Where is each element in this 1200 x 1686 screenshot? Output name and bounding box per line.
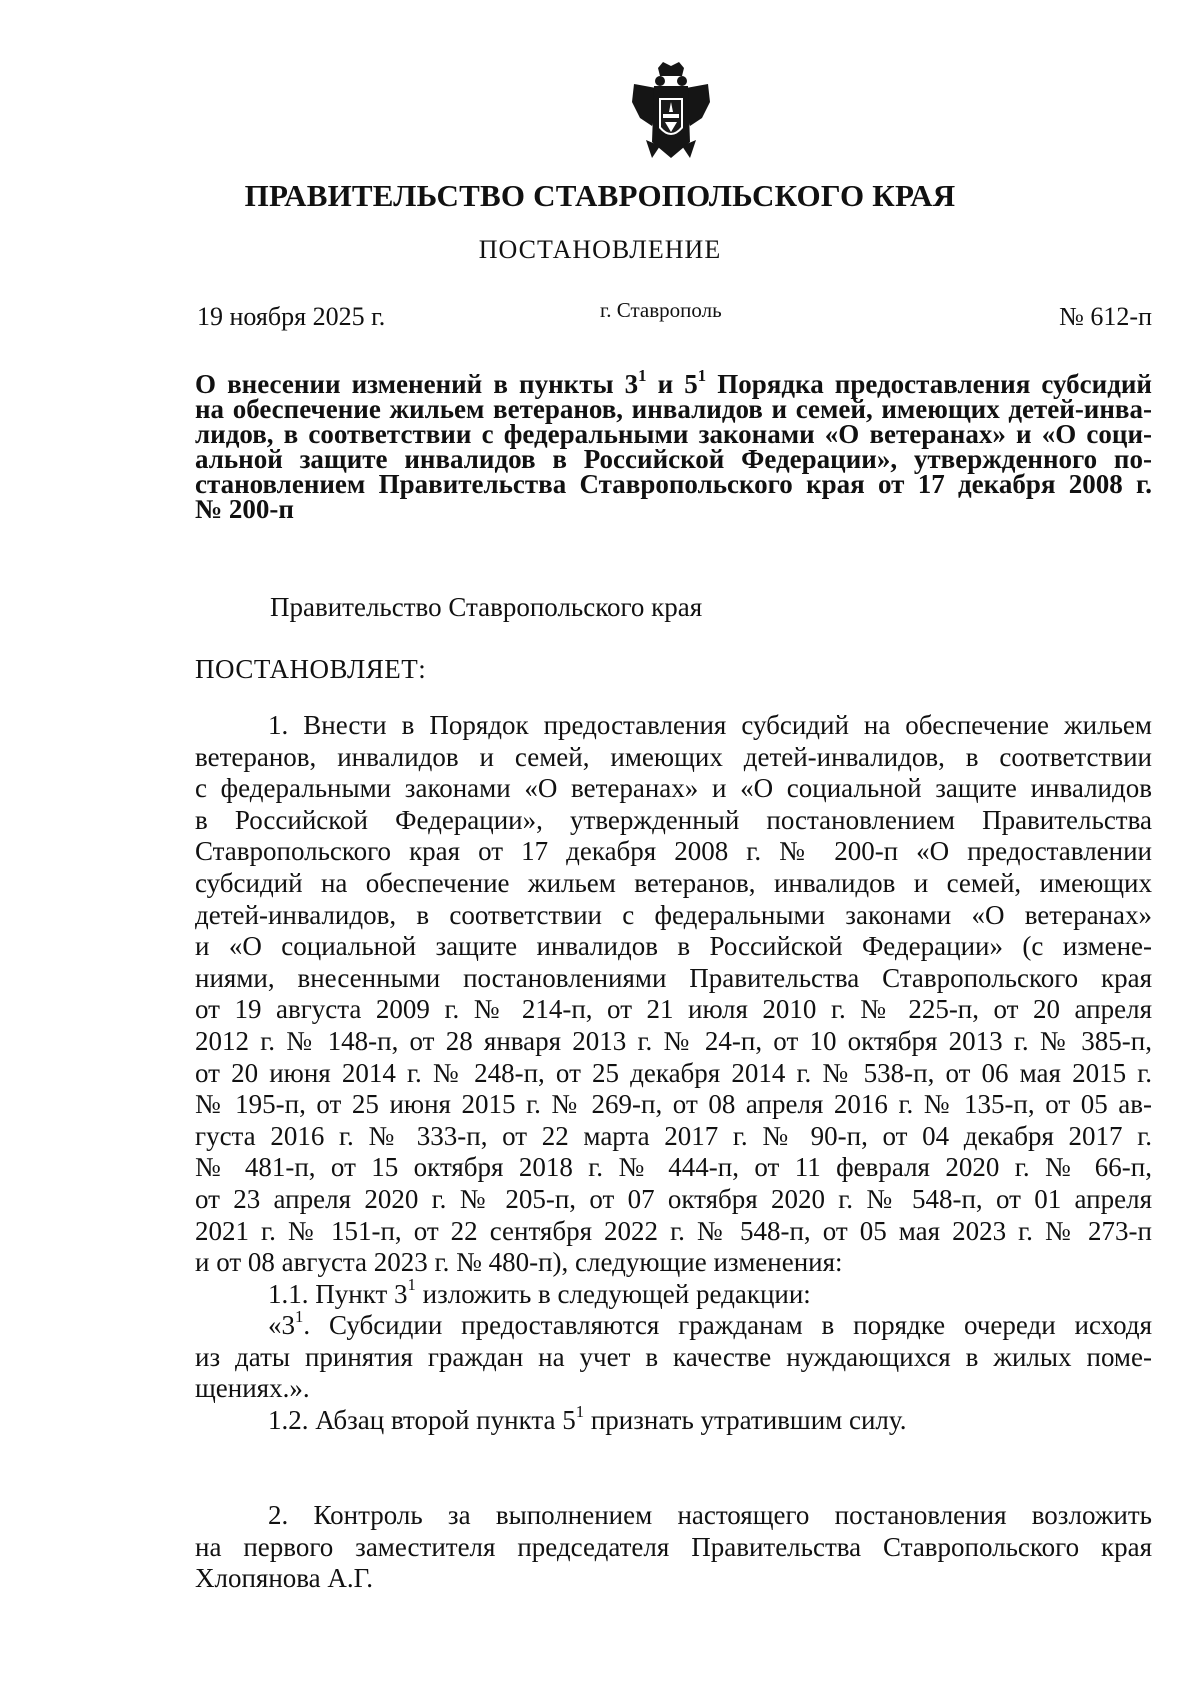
text-line: 2021 г. № 151-п, от 22 сентября 2022 г. № 548-п, от 05 мая 2023 г. № 273-п [195, 1215, 1152, 1246]
text-line: от 20 июня 2014 г. № 248-п, от 25 декабря 2014 г. № 538-п, от 06 мая 2015 г. [195, 1057, 1152, 1088]
title-line: лидов, в соответствии с федеральными законами «О ветеранах» и «О соци- [195, 419, 1152, 449]
title-line: О внесении изменений в пункты $3^1$ и $5^1$ Порядка предоставления субсидий [195, 365, 1152, 399]
text-line: от 19 августа 2009 г. № 214-п, от 21 июля 2010 г. № 225-п, от 20 апреля [195, 994, 1152, 1025]
paragraph-2 [195, 1500, 1152, 1595]
text-line: и «О социальной защите инвалидов в Российской Федерации» (с измене- [195, 931, 1152, 962]
text-line: 2012 г. № 148-п, от 28 января 2013 г. № 24-п, от 10 октября 2013 г. № 385-п, [195, 1025, 1152, 1056]
title-line: на обеспечение жильем ветеранов, инвалидов и семей, имеющих детей-инва- [195, 394, 1152, 424]
paragraph-1 [195, 710, 1152, 1437]
document-number: № 612-п [1059, 302, 1152, 331]
text-line: с федеральными законами «О ветеранах» и «О социальной защите инвалидов [195, 773, 1152, 804]
text-line: густа 2016 г. № 333-п, от 22 марта 2017 г. № 90-п, от 04 декабря 2017 г. [195, 1120, 1152, 1151]
text-line: субсидий на обеспечение жильем ветеранов, инвалидов и семей, имеющих [195, 867, 1152, 898]
text-line: и от 08 августа 2023 г. № 480-п), следующие изменения: [195, 1247, 843, 1278]
text-line: ветеранов, инвалидов и семей, имеющих детей-инвалидов, в соответствии [195, 741, 1152, 772]
document-title [195, 365, 1152, 524]
text-line: Хлопянова А.Г. [195, 1563, 373, 1594]
subclause-1-1: 1.1. Пункт $3^1$ изложить в следующей редакции: [268, 1275, 811, 1309]
text-line: № 195-п, от 25 июня 2015 г. № 269-п, от 08 апреля 2016 г. № 135-п, от 05 ав- [195, 1089, 1152, 1120]
text-line: ниями, внесенными постановлениями Правительства Ставропольского края [195, 962, 1152, 993]
text-line: 1. Внести в Порядок предоставления субсидий на обеспечение жильем [268, 710, 1152, 740]
text-line: от 23 апреля 2020 г. № 205-п, от 07 октября 2020 г. № 548-п, от 01 апреля [195, 1183, 1152, 1214]
text-line: детей-инвалидов, в соответствии с федеральными законами «О ветеранах» [195, 899, 1152, 930]
document-city: г. Ставрополь [600, 298, 722, 322]
text-line: Ставропольского края от 17 декабря 2008 г. № 200-п «О предоставлении [195, 836, 1152, 867]
quoted-clause-line: щениях.». [195, 1373, 310, 1404]
subclause-1-2: 1.2. Абзац второй пункта $5^1$ признать утратившим силу. [268, 1401, 907, 1436]
title-line: становлением Правительства Ставропольского края от 17 декабря 2008 г. [195, 469, 1152, 499]
text-line: в Российской Федерации», утвержденный постановлением Правительства [195, 804, 1152, 835]
text-line: № 481-п, от 15 октября 2018 г. № 444-п, от 11 февраля 2020 г. № 66-п, [195, 1152, 1152, 1183]
government-title: ПРАВИТЕЛЬСТВО СТАВРОПОЛЬСКОГО КРАЯ [244, 178, 956, 213]
document-date: 19 ноября 2025 г. [197, 302, 386, 331]
coat-of-arms-icon [630, 62, 712, 164]
text-line: 2. Контроль за выполнением настоящего постановления возложить [268, 1500, 1152, 1530]
text-line: на первого заместителя председателя Правительства Ставропольского края [195, 1531, 1152, 1562]
title-line: альной защите инвалидов в Российской Федерации», утвержденного по- [195, 444, 1152, 474]
title-line: № 200-п [195, 494, 294, 524]
document-type: ПОСТАНОВЛЕНИЕ [478, 235, 722, 264]
quoted-clause-line: «$3^1$. Субсидии предоставляются гражданам в порядке очереди исходя [268, 1306, 1152, 1341]
issuing-authority: Правительство Ставропольского края [270, 592, 703, 622]
quoted-clause-line: из даты принятия граждан на учет в качестве нуждающихся в жилых поме- [195, 1341, 1152, 1372]
resolves-heading: ПОСТАНОВЛЯЕТ: [195, 654, 427, 684]
